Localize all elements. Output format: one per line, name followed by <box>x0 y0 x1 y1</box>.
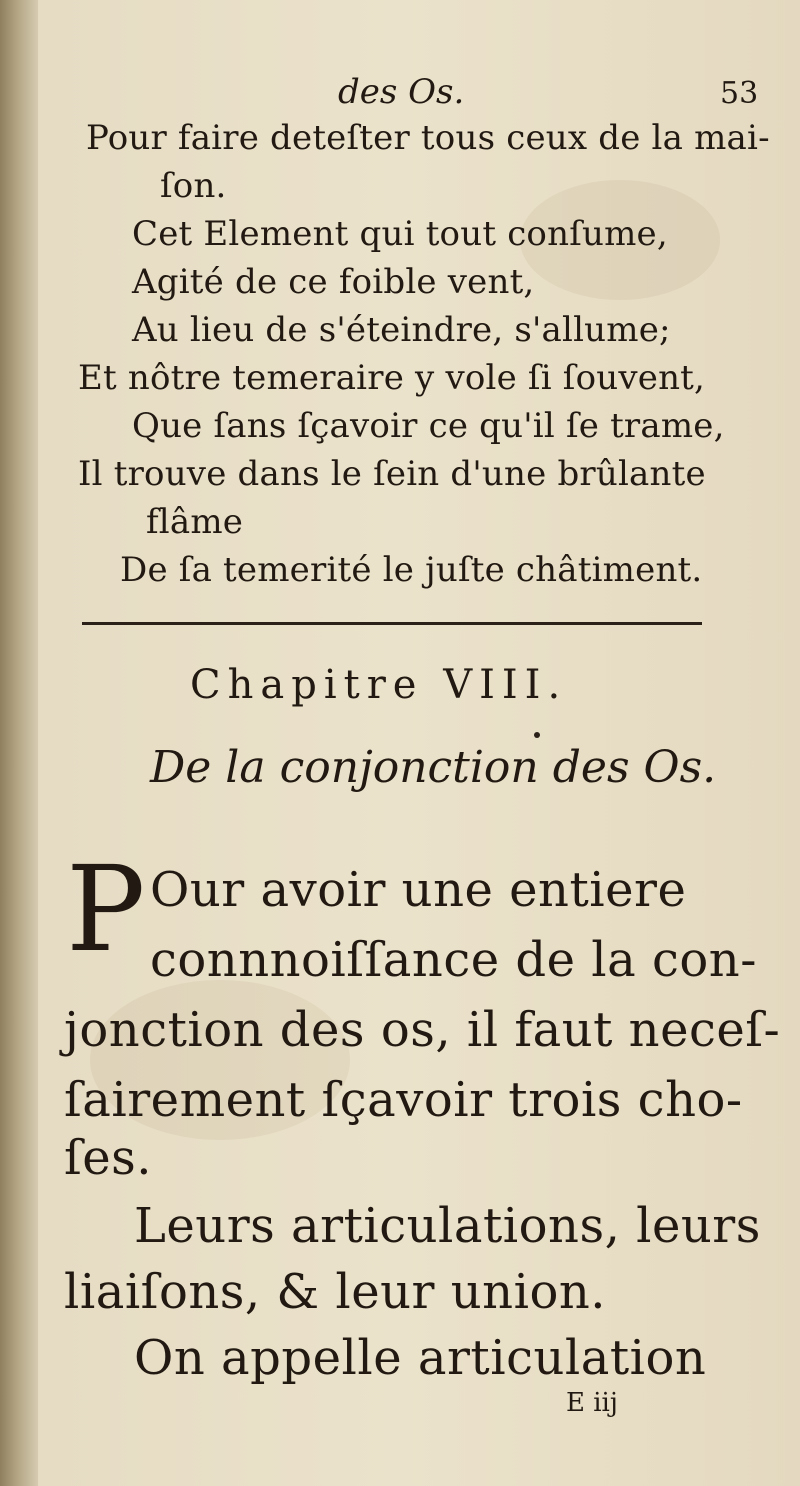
signature-mark: E iij <box>566 1388 618 1418</box>
verse-line: flâme <box>146 502 244 542</box>
body-line: liaiſons, & leur union. <box>64 1264 607 1320</box>
verse-line: ſon. <box>160 166 227 206</box>
verse-line: De ſa temerité le juſte châtiment. <box>120 550 703 590</box>
body-line: Leurs articulations, leurs <box>134 1198 761 1254</box>
verse-line: Cet Element qui tout conſume, <box>132 214 668 254</box>
verse-line: Au lieu de s'éteindre, s'allume; <box>132 310 671 350</box>
running-head: des Os. <box>338 72 465 112</box>
ink-dot <box>534 732 540 738</box>
verse-line: Agité de ce foible vent, <box>132 262 535 302</box>
body-line: ſes. <box>64 1130 153 1186</box>
page-number: 53 <box>720 76 759 111</box>
verse-line: Et nôtre temeraire y vole ſi ſouvent, <box>78 358 706 398</box>
body-line: connnoiſſance de la con- <box>150 932 757 988</box>
body-line: On appelle articulation <box>134 1330 707 1386</box>
page-gutter-shadow <box>0 0 38 1486</box>
verse-line: Il trouve dans le ſein d'une brûlante <box>78 454 706 494</box>
chapter-title: De la conjonction des Os. <box>150 742 717 793</box>
verse-line: Pour faire deteſter tous ceux de la mai- <box>86 118 770 158</box>
body-line: ſairement ſçavoir trois cho- <box>64 1072 743 1128</box>
verse-line: Que ſans ſçavoir ce qu'il ſe trame, <box>132 406 725 446</box>
drop-cap: P <box>66 840 146 978</box>
body-line: jonction des os, il faut neceſ- <box>64 1002 781 1058</box>
chapter-heading: Chapitre VIII. <box>190 662 568 708</box>
body-line: Our avoir une entiere <box>150 862 687 918</box>
section-rule <box>82 622 702 625</box>
